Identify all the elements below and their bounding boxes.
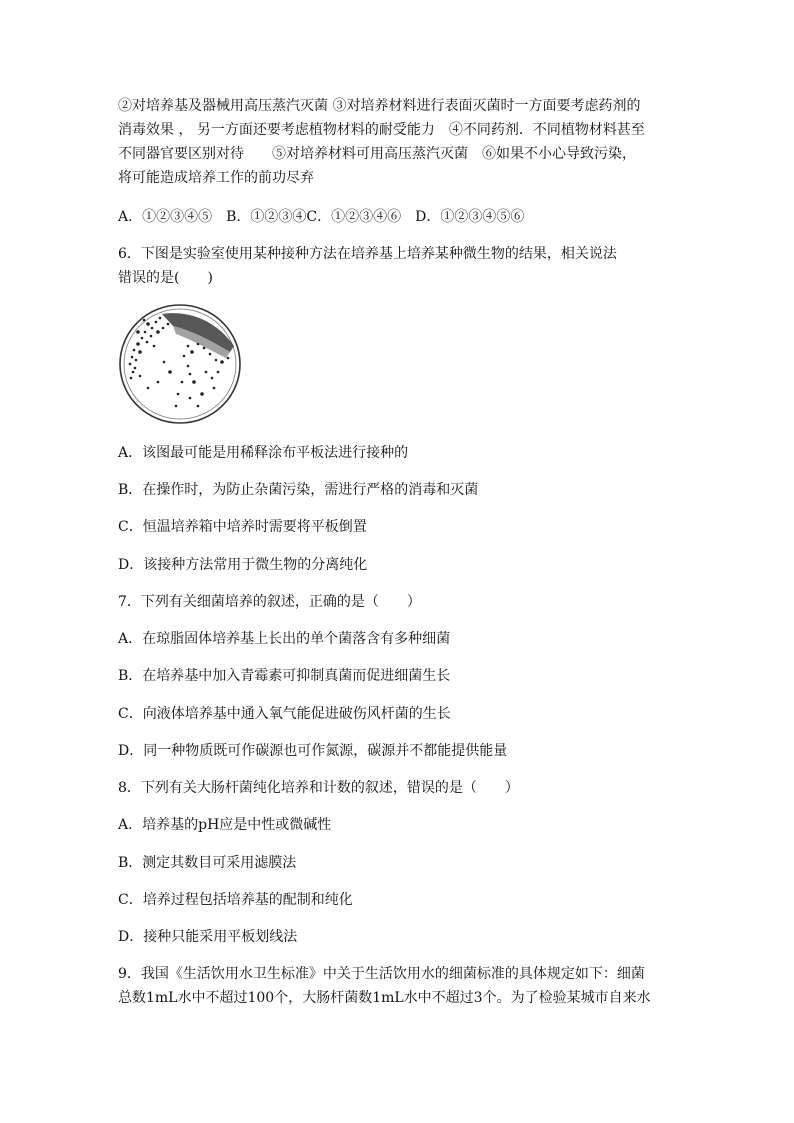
q6-option-d xyxy=(118,553,678,577)
q6-stem xyxy=(118,242,678,290)
q6-option: B．在操作时，为防止杂菌污染，需进行严格的消毒和灭菌 xyxy=(118,482,479,498)
colony-dot xyxy=(134,367,137,370)
q7-option: B．在培养基中加入青霉素可抑制真菌而促进细菌生长 xyxy=(118,668,451,684)
colony-dot xyxy=(141,337,144,340)
colony-dot xyxy=(146,322,150,326)
colony-dot xyxy=(133,349,136,352)
q7-option: D．同一种物质既可作碳源也可作氮源，碳源并不都能提供能量 xyxy=(118,743,508,759)
colony-dot xyxy=(155,321,158,324)
colony-dot xyxy=(157,381,160,384)
colony-dot xyxy=(129,363,132,366)
colony-dot xyxy=(168,370,172,374)
colony-dot xyxy=(190,350,194,354)
q6-option: A．该图最可能是用稀释涂布平板法进行接种的 xyxy=(118,445,409,461)
colony-dot xyxy=(217,371,220,374)
colony-dot xyxy=(197,405,200,408)
q6-stem-line: 错误的是( ) xyxy=(118,270,213,286)
petri-dish-image xyxy=(118,302,244,426)
q7-stem xyxy=(118,590,678,614)
q9-stem xyxy=(118,962,678,1010)
colony-dot xyxy=(144,331,147,334)
q8-option-d xyxy=(118,925,678,949)
q7-option-b xyxy=(118,664,678,688)
colony-dot xyxy=(150,335,153,338)
colony-dot xyxy=(181,381,184,384)
colony-dot xyxy=(153,345,156,348)
colony-dot xyxy=(189,373,192,376)
q5-statements xyxy=(118,94,678,190)
q5-statement-line: 不同器官要区别对待 ⑤对培养材料可用高压蒸汽灭菌 ⑥如果不小心导致污染， xyxy=(118,146,636,162)
colony-dot xyxy=(132,371,135,374)
colony-dot xyxy=(131,356,134,359)
q6-option-b xyxy=(118,478,678,502)
q8-option: C．培养过程包括培养基的配制和纯化 xyxy=(118,892,353,908)
q6-option-c xyxy=(118,515,678,539)
q6-stem-line: 6．下图是实验室使用某种接种方法在培养基上培养某种微生物的结果，相关说法 xyxy=(118,246,617,262)
q8-option-b xyxy=(118,851,678,875)
colony-dot xyxy=(213,387,216,390)
q5-statement-line: 将可能造成培养工作的前功尽弃 xyxy=(118,170,314,186)
colony-dot xyxy=(187,365,190,368)
colony-dot xyxy=(147,387,150,390)
petri-dish-figure xyxy=(118,302,244,426)
colony-dot xyxy=(220,360,224,364)
q7-option: A．在琼脂固体培养基上长出的单个菌落含有多种细菌 xyxy=(118,631,451,647)
colony-dot xyxy=(163,361,166,364)
q8-option: D．接种只能采用平板划线法 xyxy=(118,929,298,945)
colony-dot xyxy=(136,330,140,334)
q5-statement-line: ②对培养基及器械用高压蒸汽灭菌 ③对培养材料进行表面灭菌时一方面要考虑药剂的 xyxy=(118,98,641,114)
colony-dot xyxy=(187,345,190,348)
colony-dot xyxy=(177,393,180,396)
colony-dot xyxy=(197,343,200,346)
q5-options-line: A．①②③④⑤ B．①②③④C．①②③④⑥ D．①②③④⑤⑥ xyxy=(118,209,525,225)
colony-dot xyxy=(136,342,140,346)
q9-stem-line: 9．我国《生活饮用水卫生标准》中关于生活饮用水的细菌标准的具体规定如下：细菌 xyxy=(118,966,645,982)
colony-dot xyxy=(135,359,138,362)
q6-option: D．该接种方法常用于微生物的分离纯化 xyxy=(118,557,368,573)
q7-option: C．向液体培养基中通入氧气能促进破伤风杆菌的生长 xyxy=(118,706,451,722)
q6-option: C．恒温培养箱中培养时需要将平板倒置 xyxy=(118,519,367,535)
q6-option-a xyxy=(118,441,678,465)
colony-dot xyxy=(138,350,142,354)
q5-options xyxy=(118,205,678,229)
colony-dot xyxy=(167,323,170,326)
colony-dot xyxy=(215,359,218,362)
colony-dot xyxy=(159,317,162,320)
colony-dot xyxy=(130,377,133,380)
q7-option-c xyxy=(118,702,678,726)
q8-option: B．测定其数目可采用滤膜法 xyxy=(118,855,297,871)
colony-dot xyxy=(203,347,206,350)
q7-stem-line: 7．下列有关细菌培养的叙述，正确的是（ ） xyxy=(118,594,421,610)
q5-statement-line: 消毒效果 ， 另一方面还要考虑植物材料的耐受能力 ④不同药剂．不同植物材料甚至 xyxy=(118,122,645,138)
colony-dot xyxy=(209,353,212,356)
q9-stem-line: 总数1mL水中不超过100个，大肠杆菌数1mL水中不超过3个。为了检验某城市自来水 xyxy=(118,990,651,1006)
colony-dot xyxy=(192,380,196,384)
q8-stem-line: 8．下列有关大肠杆菌纯化培养和计数的叙述，错误的是（ ） xyxy=(118,780,519,796)
q8-option-a xyxy=(118,813,678,837)
colony-dot xyxy=(227,357,230,360)
q7-option-a xyxy=(118,627,678,651)
colony-dot xyxy=(156,330,160,334)
colony-dot xyxy=(205,371,208,374)
colony-dot xyxy=(139,375,142,378)
q8-stem xyxy=(118,776,678,800)
q8-option-c xyxy=(118,888,678,912)
q7-option-d xyxy=(118,739,678,763)
colony-dot xyxy=(189,397,192,400)
colony-dot xyxy=(151,327,154,330)
colony-dot xyxy=(200,392,204,396)
colony-dot xyxy=(146,341,149,344)
colony-dot xyxy=(183,355,186,358)
q8-option: A．培养基的pH应是中性或微碱性 xyxy=(118,817,332,833)
colony-dot xyxy=(143,319,146,322)
colony-dot xyxy=(175,405,178,408)
colony-dot xyxy=(211,377,214,380)
colony-dot xyxy=(162,327,165,330)
